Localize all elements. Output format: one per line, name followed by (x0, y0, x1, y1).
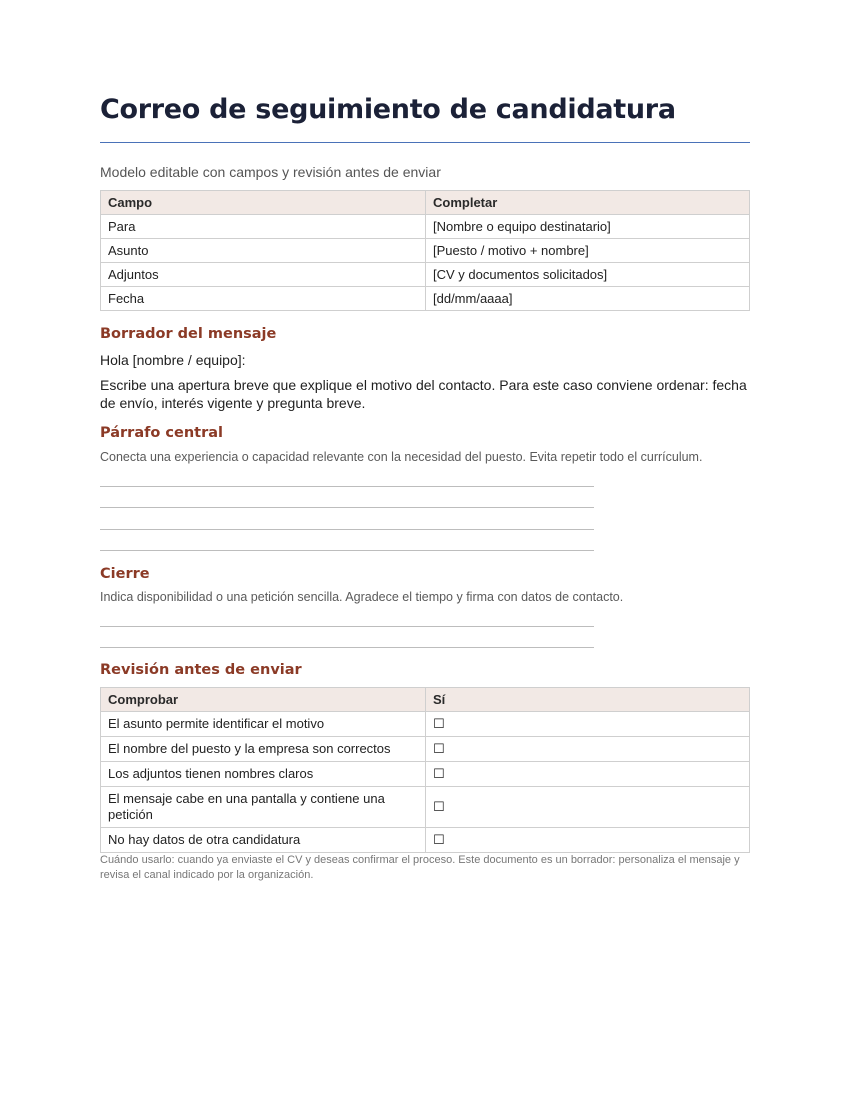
central-hint: Conecta una experiencia o capacidad relevante con la necesidad del puesto. Evita repetir todo el currículum. (100, 450, 703, 464)
draft-heading: Borrador del mensaje (100, 326, 277, 342)
review-checklist-table (100, 687, 750, 853)
checklist-item: El nombre del puesto y la empresa son correctos (101, 737, 426, 762)
field-value[interactable]: [dd/mm/aaaa] (426, 287, 750, 311)
field-label: Asunto (101, 239, 426, 263)
checklist-item: No hay datos de otra candidatura (101, 828, 426, 853)
checklist-item: Los adjuntos tienen nombres claros (101, 762, 426, 787)
greeting-text[interactable]: Hola [nombre / equipo]: (100, 352, 246, 368)
checkbox[interactable]: ☐ (426, 737, 750, 762)
writing-line[interactable] (100, 507, 594, 508)
title-divider (100, 142, 750, 143)
checklist-row (101, 787, 750, 828)
closing-heading: Cierre (100, 566, 150, 582)
field-label: Para (101, 215, 426, 239)
checklist-item: El mensaje cabe en una pantalla y contiene una petición (101, 787, 426, 828)
central-heading: Párrafo central (100, 425, 224, 441)
page-subtitle: Modelo editable con campos y revisión antes de enviar (100, 164, 441, 180)
table-row (101, 287, 750, 311)
table-row (101, 215, 750, 239)
field-label: Adjuntos (101, 263, 426, 287)
closing-hint: Indica disponibilidad o una petición sencilla. Agradece el tiempo y firma con datos de contacto. (100, 590, 624, 604)
intro-paragraph[interactable]: Escribe una apertura breve que explique el motivo del contacto. Para este caso conviene ordenar: fecha de envío, interés vigente y pregunta breve. (100, 377, 747, 411)
checklist-row (101, 828, 750, 853)
checklist-row (101, 712, 750, 737)
field-value[interactable]: [CV y documentos solicitados] (426, 263, 750, 287)
writing-line[interactable] (100, 486, 594, 487)
checkbox[interactable]: ☐ (426, 762, 750, 787)
table-header-row (101, 191, 750, 215)
field-label: Fecha (101, 287, 426, 311)
column-header: Sí (426, 688, 750, 712)
checklist-row (101, 762, 750, 787)
usage-footnote: Cuándo usarlo: cuando ya enviaste el CV y deseas confirmar el proceso. Este documento es un borrador: personaliza el mensaje y revisa el canal indicado por la organización. (100, 854, 740, 881)
column-header: Completar (426, 191, 750, 215)
writing-line[interactable] (100, 529, 594, 530)
review-heading: Revisión antes de enviar (100, 662, 302, 678)
writing-line[interactable] (100, 626, 594, 627)
column-header: Campo (101, 191, 426, 215)
field-value[interactable]: [Nombre o equipo destinatario] (426, 215, 750, 239)
checkbox[interactable]: ☐ (426, 828, 750, 853)
writing-line[interactable] (100, 647, 594, 648)
table-header-row (101, 688, 750, 712)
column-header: Comprobar (101, 688, 426, 712)
page-title: Correo de seguimiento de candidatura (100, 94, 676, 125)
table-row (101, 239, 750, 263)
checklist-item: El asunto permite identificar el motivo (101, 712, 426, 737)
fields-table (100, 190, 750, 311)
table-row (101, 263, 750, 287)
checkbox[interactable]: ☐ (426, 712, 750, 737)
checklist-row (101, 737, 750, 762)
field-value[interactable]: [Puesto / motivo + nombre] (426, 239, 750, 263)
checkbox[interactable]: ☐ (426, 787, 750, 828)
writing-line[interactable] (100, 550, 594, 551)
